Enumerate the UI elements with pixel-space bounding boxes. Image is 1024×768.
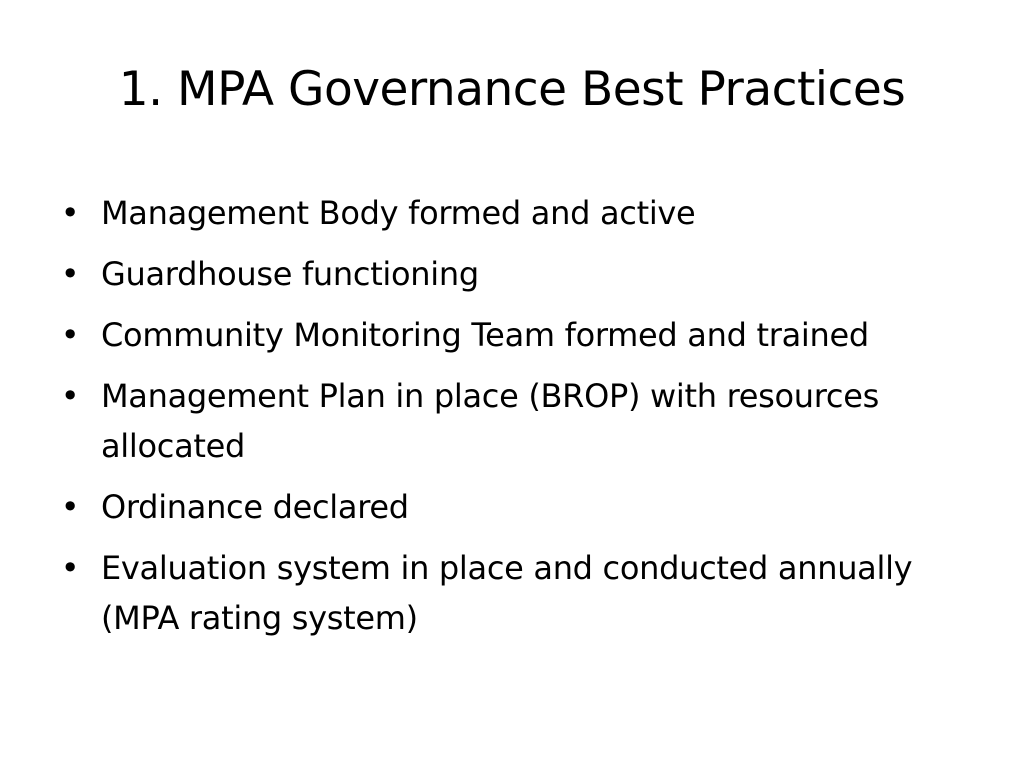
bullet-icon: • — [60, 377, 80, 415]
bullet-icon: • — [60, 255, 80, 293]
slide-title: 1. MPA Governance Best Practices — [118, 62, 906, 117]
bullet-icon: • — [60, 316, 80, 354]
bullet-item-ordinance — [60, 482, 970, 532]
bullet-text: Management Body formed and active — [101, 194, 696, 232]
bullet-list — [60, 188, 970, 654]
bullet-text: Guardhouse functioning — [101, 255, 479, 293]
bullet-text: Community Monitoring Team formed and trained — [101, 316, 869, 354]
bullet-text: Evaluation system in place and conducted annually (MPA rating system) — [101, 549, 913, 637]
bullet-item-management-plan — [60, 371, 970, 471]
bullet-text: Ordinance declared — [101, 488, 409, 526]
bullet-icon: • — [60, 549, 80, 587]
bullet-text: Management Plan in place (BROP) with resources allocated — [101, 377, 879, 465]
bullet-item-monitoring-team — [60, 310, 970, 360]
bullet-item-guardhouse — [60, 249, 970, 299]
bullet-item-management-body — [60, 188, 970, 238]
bullet-item-evaluation-system — [60, 543, 970, 643]
bullet-icon: • — [60, 194, 80, 232]
bullet-icon: • — [60, 488, 80, 526]
